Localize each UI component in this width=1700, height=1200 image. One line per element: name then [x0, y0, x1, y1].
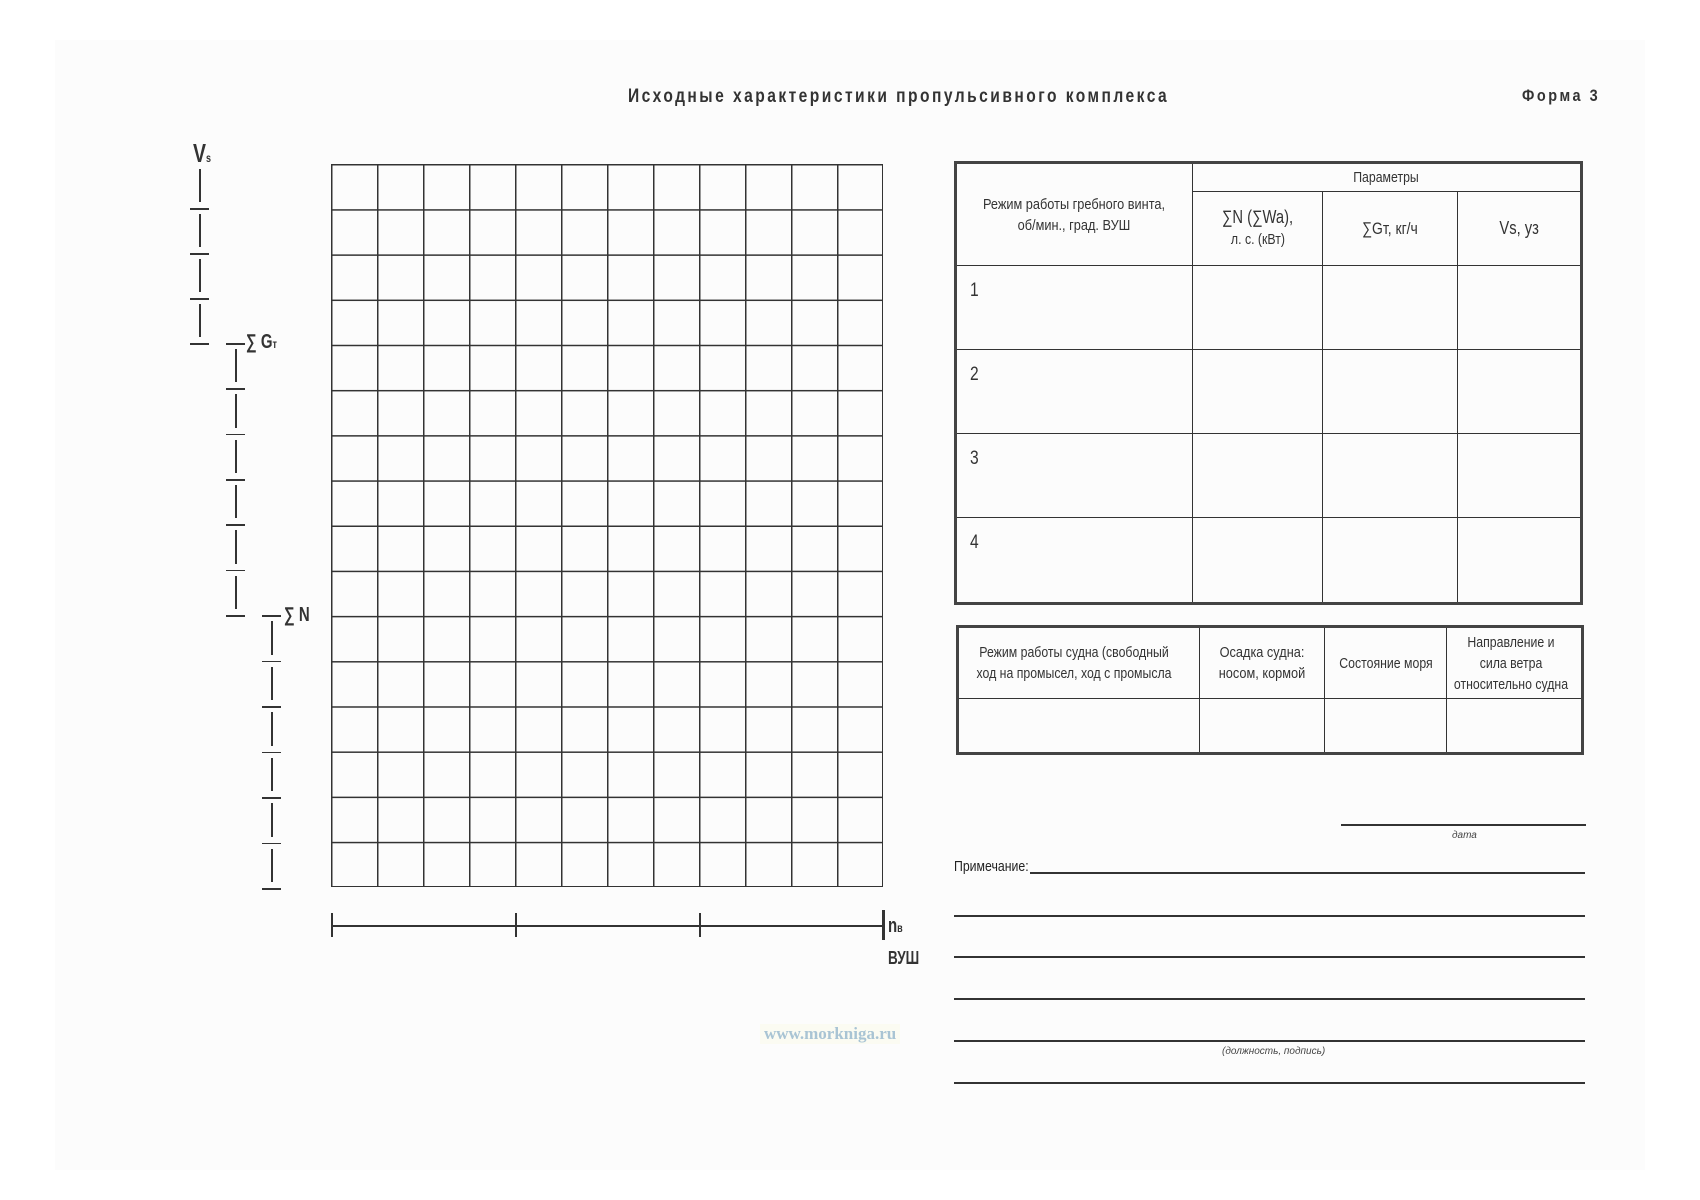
axis-segment — [235, 440, 237, 473]
note-line[interactable] — [954, 956, 1585, 958]
params-table — [954, 161, 1583, 605]
chart-grid — [331, 164, 883, 887]
axis-nv-tick — [882, 910, 885, 940]
axis-segment — [235, 485, 237, 518]
params-header-sum-n: ∑N (∑Wa), л. с. (кВт) — [1192, 192, 1322, 266]
axis-tick — [226, 343, 245, 345]
cell-input[interactable] — [1458, 434, 1582, 518]
cell-input[interactable] — [1446, 699, 1582, 754]
page-title: Исходные характеристики пропульсивного комплекса — [628, 86, 1170, 107]
axis-label-n: ∑ N — [284, 604, 310, 626]
form-number: Форма 3 — [1522, 86, 1601, 105]
date-line[interactable] — [1341, 824, 1586, 826]
axis-segment — [271, 803, 273, 837]
conditions-header-draft: Осадка судна: носом, кормой — [1200, 627, 1325, 699]
axis-tick — [262, 615, 281, 617]
table-row — [956, 518, 1582, 604]
axis-segment — [271, 712, 273, 746]
conditions-header-mode: Режим работы судна (свободный ход на промысел, ход с промысла — [958, 627, 1200, 699]
table-row — [956, 434, 1582, 518]
cell-input[interactable] — [1458, 518, 1582, 604]
cell-input[interactable] — [1323, 518, 1458, 604]
axis-tick — [226, 479, 245, 481]
axis-segment — [199, 214, 201, 247]
axis-segment — [235, 349, 237, 382]
axis-tick — [262, 706, 281, 708]
row-number: 2 — [956, 350, 1193, 434]
axis-tick — [262, 752, 281, 754]
axis-tick — [262, 843, 281, 845]
axis-segment — [199, 169, 201, 202]
params-header-group: Параметры — [1192, 163, 1581, 192]
cell-input[interactable] — [1323, 350, 1458, 434]
row-number: 3 — [956, 434, 1193, 518]
params-header-vs: Vs, уз — [1458, 192, 1582, 266]
axis-segment — [199, 304, 201, 337]
axis-tick — [262, 661, 281, 663]
axis-tick — [262, 797, 281, 799]
axis-tick — [262, 888, 281, 890]
axis-nv-line — [331, 925, 883, 927]
axis-nv-tick — [515, 913, 517, 937]
axis-label-vush: ВУШ — [888, 948, 920, 968]
axis-segment — [271, 621, 273, 655]
cell-input[interactable] — [1192, 266, 1322, 350]
conditions-table — [956, 625, 1584, 755]
axis-tick — [226, 434, 245, 436]
axis-tick — [190, 208, 209, 210]
note-line[interactable] — [954, 998, 1585, 1000]
watermark: www.morkniga.ru — [760, 1024, 900, 1044]
axis-segment — [235, 394, 237, 427]
date-label: дата — [1452, 830, 1477, 841]
params-header-sum-gt: ∑Gт, кг/ч — [1323, 192, 1458, 266]
table-row — [956, 350, 1582, 434]
axis-tick — [226, 388, 245, 390]
row-number: 1 — [956, 266, 1193, 350]
note-line[interactable] — [1030, 872, 1585, 874]
axis-tick — [190, 343, 209, 345]
axis-tick — [190, 298, 209, 300]
note-line[interactable] — [954, 1082, 1585, 1084]
cell-input[interactable] — [958, 699, 1200, 754]
table-row — [956, 266, 1582, 350]
axis-label-nv: nв — [888, 915, 903, 937]
cell-input[interactable] — [1200, 699, 1325, 754]
axis-tick — [226, 615, 245, 617]
params-header-mode: Режим работы гребного винта, об/мин., град. ВУШ — [956, 163, 1193, 266]
axis-segment — [271, 667, 273, 701]
note-line[interactable] — [954, 915, 1585, 917]
note-label: Примечание: — [954, 858, 1029, 875]
axis-nv-tick — [331, 913, 333, 937]
signature-line[interactable] — [954, 1040, 1585, 1042]
cell-input[interactable] — [1323, 434, 1458, 518]
axis-nv-tick — [699, 913, 701, 937]
axis-segment — [235, 530, 237, 563]
axis-label-gt: ∑ Gт — [246, 331, 277, 353]
axis-segment — [271, 849, 273, 883]
axis-segment — [199, 259, 201, 292]
axis-tick — [226, 570, 245, 572]
axis-tick — [226, 524, 245, 526]
row-number: 4 — [956, 518, 1193, 604]
axis-label-vs: Vs — [193, 138, 212, 168]
cell-input[interactable] — [1192, 518, 1322, 604]
table-row — [958, 699, 1583, 754]
axis-tick — [190, 253, 209, 255]
axis-segment — [271, 758, 273, 792]
cell-input[interactable] — [1192, 434, 1322, 518]
cell-input[interactable] — [1458, 266, 1582, 350]
cell-input[interactable] — [1192, 350, 1322, 434]
axis-segment — [235, 576, 237, 609]
conditions-header-wind: Направление и сила ветра относительно судна — [1446, 627, 1582, 699]
cell-input[interactable] — [1323, 266, 1458, 350]
cell-input[interactable] — [1325, 699, 1447, 754]
conditions-header-sea: Состояние моря — [1325, 627, 1447, 699]
signature-label: (должность, подпись) — [1222, 1046, 1326, 1057]
cell-input[interactable] — [1458, 350, 1582, 434]
